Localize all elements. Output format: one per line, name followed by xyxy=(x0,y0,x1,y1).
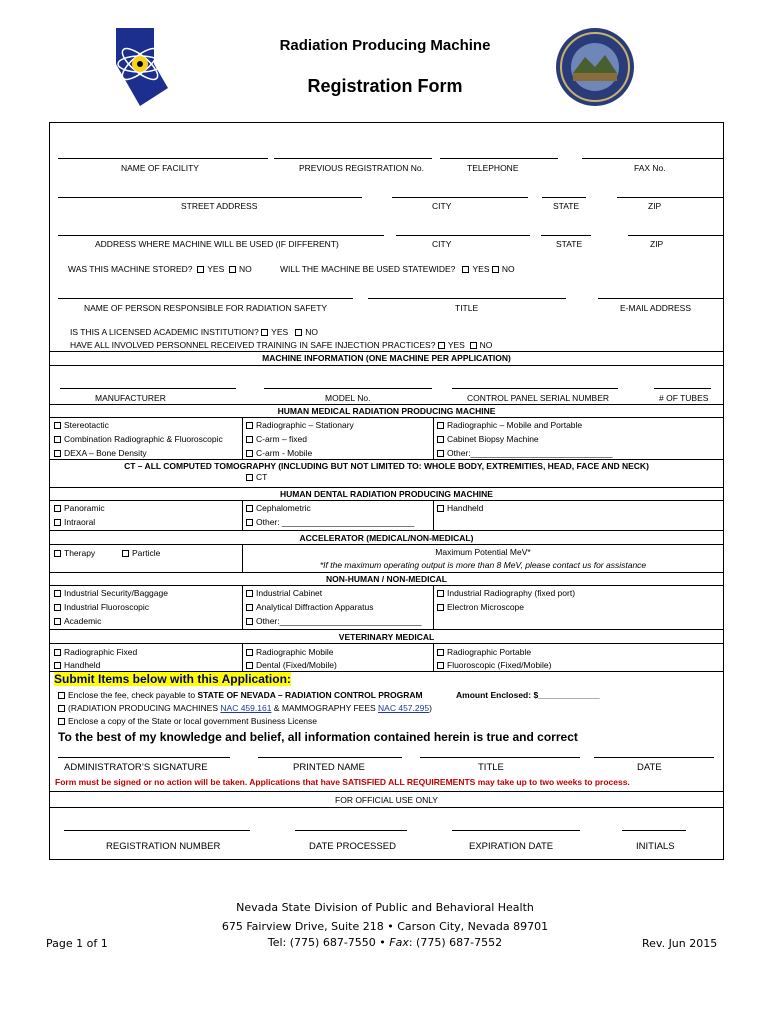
checkbox-intraoral[interactable]: Intraoral xyxy=(54,517,95,527)
academic-no-checkbox[interactable] xyxy=(295,329,302,336)
admin-signature-label: ADMINISTRATOR’S SIGNATURE xyxy=(64,762,208,773)
machine-city-line[interactable] xyxy=(396,235,530,236)
certify-statement: To the best of my knowledge and belief, all information contained herein is true and correct xyxy=(58,730,578,744)
agency-address: 675 Fairview Drive, Suite 218 • Carson City, Nevada 89701 xyxy=(221,920,549,933)
checkbox-dexa[interactable]: DEXA – Bone Density xyxy=(54,448,147,458)
printed-name-line[interactable] xyxy=(258,757,402,758)
admin-signature-line[interactable] xyxy=(58,757,230,758)
accelerator-header: ACCELERATOR (MEDICAL/NON-MEDICAL) xyxy=(299,533,474,543)
expiration-label: EXPIRATION DATE xyxy=(469,841,554,852)
checkbox-icon xyxy=(54,436,61,443)
state-label: STATE xyxy=(553,201,580,211)
machine-address-line[interactable] xyxy=(58,235,384,236)
initials-label: INITIALS xyxy=(636,841,675,852)
tubes-label: # OF TUBES xyxy=(659,393,709,403)
responsible-email-label: E-MAIL ADDRESS xyxy=(620,303,692,313)
model-label: MODEL No. xyxy=(325,393,371,403)
submit-license-item[interactable]: Enclose a copy of the State or local government Business License xyxy=(58,716,317,726)
dental-header: HUMAN DENTAL RADIATION PRODUCING MACHINE xyxy=(280,489,493,499)
revision: Rev. Jun 2015 xyxy=(642,937,718,950)
telephone-label: TELEPHONE xyxy=(467,163,519,173)
stored-yes-checkbox[interactable] xyxy=(197,266,204,273)
checkbox-cabinet-biopsy[interactable]: Cabinet Biopsy Machine xyxy=(437,434,539,444)
sig-date-label: DATE xyxy=(637,762,662,773)
checkbox-radiographic-stationary[interactable]: Radiographic – Stationary xyxy=(246,420,354,430)
statewide-no-checkbox[interactable] xyxy=(492,266,499,273)
mev-label: Maximum Potential MeV* xyxy=(435,547,531,557)
responsible-title-line[interactable] xyxy=(368,298,566,299)
checkbox-icon xyxy=(437,505,444,512)
training-question: HAVE ALL INVOLVED PERSONNEL RECEIVED TRAINING IN SAFE INJECTION PRACTICES? YES NO xyxy=(70,340,493,350)
checkbox-radiographic-mobile[interactable]: Radiographic – Mobile and Portable xyxy=(437,420,582,430)
checkbox-icon xyxy=(246,604,253,611)
checkbox-icon xyxy=(437,450,444,457)
statewide-question: WILL THE MACHINE BE USED STATEWIDE? YES NO xyxy=(280,264,515,274)
checkbox-icon xyxy=(54,450,61,457)
checkbox-stereotactic[interactable]: Stereotactic xyxy=(54,420,109,430)
checkbox-icon xyxy=(54,519,61,526)
machine-state-label: STATE xyxy=(556,239,583,249)
serial-label: CONTROL PANEL SERIAL NUMBER xyxy=(467,393,610,403)
nac-459-link[interactable]: NAC 459.161 xyxy=(220,703,272,713)
responsible-name-line[interactable] xyxy=(58,298,353,299)
expiration-line[interactable] xyxy=(452,830,580,831)
statewide-yes-checkbox[interactable] xyxy=(462,266,469,273)
col-divider xyxy=(433,500,434,530)
agency-name: Nevada State Division of Public and Behavioral Health xyxy=(236,901,534,914)
checkbox-carm-mobile[interactable]: C-arm - Mobile xyxy=(246,448,312,458)
divider xyxy=(49,585,724,586)
street-label: STREET ADDRESS xyxy=(181,201,258,211)
checkbox-icon xyxy=(54,590,61,597)
page-number: Page 1 of 1 xyxy=(46,937,108,950)
checkbox-icon xyxy=(437,422,444,429)
checkbox-icon xyxy=(122,550,129,557)
checkbox-industrial-security[interactable]: Industrial Security/Baggage xyxy=(54,588,168,598)
official-use-header: FOR OFFICIAL USE ONLY xyxy=(335,795,438,805)
academic-yes-checkbox[interactable] xyxy=(261,329,268,336)
checkbox-icon xyxy=(246,649,253,656)
checkbox-human-other[interactable]: Other:______________________________ xyxy=(437,448,612,458)
training-no-checkbox[interactable] xyxy=(470,342,477,349)
fax-label: FAX No. xyxy=(634,163,666,173)
checkbox-vet-dental[interactable]: Dental (Fixed/Mobile) xyxy=(246,660,337,670)
sig-title-label: TITLE xyxy=(478,762,504,773)
checkbox-icon xyxy=(54,662,61,669)
checkbox-ct[interactable]: CT xyxy=(246,472,267,482)
divider xyxy=(49,643,724,644)
machine-city-label: CITY xyxy=(432,239,452,249)
divider xyxy=(49,404,724,405)
form-title: Radiation Producing Machine xyxy=(279,37,491,54)
date-processed-label: DATE PROCESSED xyxy=(309,841,396,852)
city-line[interactable] xyxy=(392,197,528,198)
reg-number-line[interactable] xyxy=(64,830,250,831)
submit-fee-item[interactable]: Enclose the fee, check payable to STATE OF NEVADA – RADIATION CONTROL PROGRAM xyxy=(58,690,423,700)
zip-line[interactable] xyxy=(617,197,724,198)
checkbox-icon xyxy=(54,604,61,611)
checkbox-icon xyxy=(54,550,61,557)
checkbox-vet-handheld[interactable]: Handheld xyxy=(54,660,100,670)
checkbox-analytical-diffraction[interactable]: Analytical Diffraction Apparatus xyxy=(246,602,374,612)
divider xyxy=(49,351,724,352)
divider xyxy=(49,572,724,573)
submit-nac-item: (RADIATION PRODUCING MACHINES NAC 459.161 & MAMMOGRAPHY FEES NAC 457.295) xyxy=(58,703,432,713)
checkbox-icon xyxy=(437,649,444,656)
form-subtitle: Registration Form xyxy=(307,76,463,96)
facility-name-line[interactable] xyxy=(58,158,268,159)
checkbox-dental-other[interactable]: Other: ____________________________ xyxy=(246,517,414,527)
divider xyxy=(49,417,724,418)
checkbox-icon xyxy=(54,422,61,429)
responsible-name-label: NAME OF PERSON RESPONSIBLE FOR RADIATION SAFETY xyxy=(84,303,328,313)
checkbox-icon xyxy=(246,474,253,481)
machine-state-line[interactable] xyxy=(541,235,591,236)
serial-line[interactable] xyxy=(452,388,618,389)
divider xyxy=(49,487,724,488)
agency-phone: Tel: (775) 687-7550 • Fax: (775) 687-7552 xyxy=(267,936,503,949)
checkbox-icon xyxy=(54,505,61,512)
mev-note: *If the maximum operating output is more than 8 MeV, please contact us for assistance xyxy=(319,560,647,570)
tubes-line[interactable] xyxy=(654,388,711,389)
divider xyxy=(49,459,724,460)
checkbox-industrial-cabinet[interactable]: Industrial Cabinet xyxy=(246,588,322,598)
checkbox-icon xyxy=(246,450,253,457)
submit-header: Submit Items below with this Application: xyxy=(54,672,291,686)
checkbox-industrial-fluoroscopic[interactable]: Industrial Fluoroscopic xyxy=(54,602,149,612)
nonhuman-header: NON-HUMAN / NON-MEDICAL xyxy=(326,574,447,584)
divider xyxy=(49,544,724,545)
checkbox-particle[interactable]: Particle xyxy=(122,548,160,558)
responsible-title-label: TITLE xyxy=(455,303,479,313)
date-processed-line[interactable] xyxy=(295,830,407,831)
model-line[interactable] xyxy=(264,388,432,389)
machine-zip-label: ZIP xyxy=(650,239,664,249)
col-divider xyxy=(242,643,243,671)
checkbox-nonhuman-other[interactable]: Other:______________________________ xyxy=(246,616,421,626)
responsible-email-line[interactable] xyxy=(598,298,724,299)
telephone-line[interactable] xyxy=(440,158,558,159)
divider xyxy=(49,530,724,531)
state-line[interactable] xyxy=(542,197,586,198)
checkbox-icon xyxy=(54,649,61,656)
zip-label: ZIP xyxy=(648,201,662,211)
checkbox-icon xyxy=(58,692,65,699)
machine-zip-line[interactable] xyxy=(628,235,724,236)
sig-date-line[interactable] xyxy=(594,757,714,758)
checkbox-cephalometric[interactable]: Cephalometric xyxy=(246,503,311,513)
stored-question: WAS THIS MACHINE STORED? YES NO xyxy=(68,264,252,274)
checkbox-vet-radiographic-portable[interactable]: Radiographic Portable xyxy=(437,647,531,657)
checkbox-academic[interactable]: Academic xyxy=(54,616,101,626)
prev-reg-label: PREVIOUS REGISTRATION No. xyxy=(299,163,425,173)
col-divider xyxy=(433,585,434,629)
manufacturer-label: MANUFACTURER xyxy=(95,393,166,403)
checkbox-icon xyxy=(437,590,444,597)
city-label: CITY xyxy=(432,201,452,211)
checkbox-vet-fluoroscopic[interactable]: Fluoroscopic (Fixed/Mobile) xyxy=(437,660,551,670)
checkbox-icon xyxy=(437,662,444,669)
checkbox-icon xyxy=(246,662,253,669)
stored-no-checkbox[interactable] xyxy=(229,266,236,273)
divider xyxy=(49,629,724,630)
machine-info-header: MACHINE INFORMATION (ONE MACHINE PER APPLICATION) xyxy=(262,353,511,363)
checkbox-combination[interactable]: Combination Radiographic & Fluoroscopic xyxy=(54,434,223,444)
amount-enclosed[interactable]: Amount Enclosed: $_____________ xyxy=(456,690,600,700)
checkbox-icon xyxy=(246,422,253,429)
checkbox-icon xyxy=(437,604,444,611)
checkbox-icon xyxy=(246,590,253,597)
checkbox-icon xyxy=(246,618,253,625)
printed-name-label: PRINTED NAME xyxy=(293,762,365,773)
divider xyxy=(49,791,724,792)
warning-text: Form must be signed or no action will be taken. Applications that have SATISFIED ALL REQUIREMENTS may take up to two weeks to process. xyxy=(55,777,630,787)
fax-line[interactable] xyxy=(582,158,724,159)
checkbox-icon xyxy=(54,618,61,625)
sig-title-line[interactable] xyxy=(420,757,580,758)
checkbox-vet-radiographic-fixed[interactable]: Radiographic Fixed xyxy=(54,647,137,657)
checkbox-icon xyxy=(58,718,65,725)
col-divider xyxy=(242,500,243,530)
facility-name-label: NAME OF FACILITY xyxy=(121,163,199,173)
col-divider xyxy=(433,417,434,459)
ct-header: CT – ALL COMPUTED TOMOGRAPHY (INCLUDING BUT NOT LIMITED TO: WHOLE BODY, EXTREMITIES, HEAD, FACE AND NECK) xyxy=(124,461,649,471)
checkbox-electron-microscope[interactable]: Electron Microscope xyxy=(437,602,524,612)
nac-457-link[interactable]: NAC 457.295 xyxy=(378,703,430,713)
checkbox-industrial-radiography[interactable]: Industrial Radiography (fixed port) xyxy=(437,588,575,598)
col-divider xyxy=(242,417,243,459)
checkbox-icon xyxy=(246,519,253,526)
checkbox-icon xyxy=(437,436,444,443)
prev-reg-line[interactable] xyxy=(274,158,432,159)
manufacturer-line[interactable] xyxy=(60,388,236,389)
vet-header: VETERINARY MEDICAL xyxy=(338,632,435,642)
checkbox-icon xyxy=(246,436,253,443)
initials-line[interactable] xyxy=(622,830,686,831)
street-line[interactable] xyxy=(58,197,362,198)
checkbox-carm-fixed[interactable]: C-arm – fixed xyxy=(246,434,307,444)
machine-address-label: ADDRESS WHERE MACHINE WILL BE USED (IF DIFFERENT) xyxy=(95,239,339,249)
reg-number-label: REGISTRATION NUMBER xyxy=(106,841,221,852)
divider xyxy=(49,500,724,501)
training-yes-checkbox[interactable] xyxy=(438,342,445,349)
divider xyxy=(49,365,724,366)
checkbox-dental-handheld[interactable]: Handheld xyxy=(437,503,483,513)
checkbox-icon xyxy=(246,505,253,512)
checkbox-icon xyxy=(58,705,65,712)
human-medical-header: HUMAN MEDICAL RADIATION PRODUCING MACHINE xyxy=(277,406,496,416)
divider xyxy=(49,807,724,808)
col-divider xyxy=(242,585,243,629)
checkbox-vet-radiographic-mobile[interactable]: Radiographic Mobile xyxy=(246,647,334,657)
checkbox-panoramic[interactable]: Panoramic xyxy=(54,503,105,513)
checkbox-therapy[interactable]: Therapy xyxy=(54,548,95,558)
col-divider xyxy=(433,643,434,671)
academic-question: IS THIS A LICENSED ACADEMIC INSTITUTION? YES NO xyxy=(70,327,319,337)
